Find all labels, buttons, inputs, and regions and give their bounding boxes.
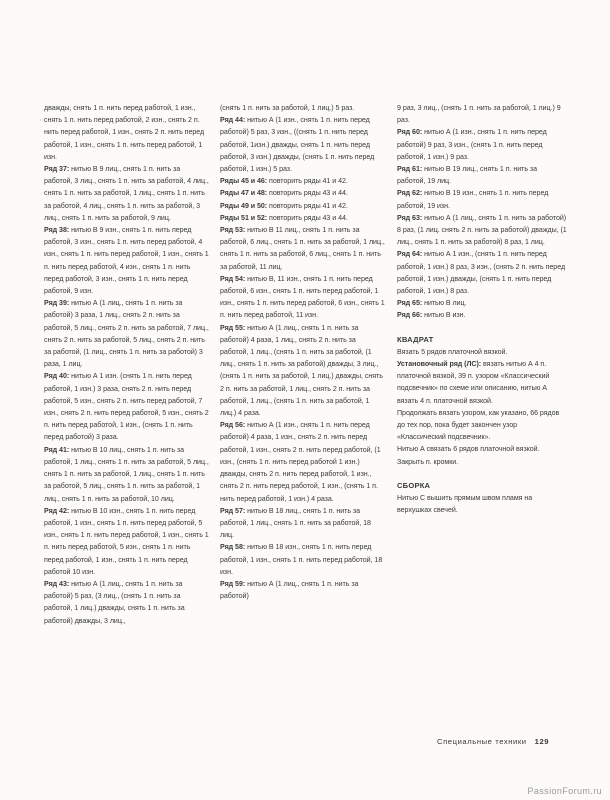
paragraph <box>44 163 209 224</box>
paragraph <box>44 224 209 297</box>
paragraph <box>220 175 385 187</box>
paragraph-text: нитью В 11 лиц., снять 1 п. нить за работой, 6 лиц., снять 1 п. нить за работой, 1 лиц., снять 1 п. нить за работой, 6 лиц., снять 1 п. нить за работой, 11 лиц. <box>220 226 385 271</box>
paragraph-text: нитью А (1 лиц., снять 1 п. нить за работой) 3 раза, 1 лиц., снять 2 п. нить за работой, 5 лиц., снять 2 п. нить за работой, 7 лиц., снять 2 п. нить за работой, 5 лиц., снять 2 п. нить за работой, (1 лиц., снять 1 п. нить за работой) 3 раза, 1 лиц. <box>44 299 209 369</box>
paragraph <box>44 578 209 627</box>
paragraph-text: нитью А 1 изн. (снять 1 п. нить перед работой, 1 изн.) 3 раза, снять 2 п. нить перед работой, 5 изн., снять 2 п. нить перед работой, 7 изн., снять 2 п. нить перед работой, 5 изн., снять 2 п. нить перед работой, 1 изн., (снять 1 п. нить перед работой) 3 раза. <box>44 372 209 442</box>
paragraph <box>397 443 567 455</box>
row-label: Ряды 51 и 52: <box>220 213 268 222</box>
paragraph-text: (снять 1 п. нить за работой, 1 лиц.) 5 раз. <box>220 104 355 112</box>
row-label: Ряд 40: <box>44 372 70 381</box>
section-heading-sborka: СБОРКА <box>397 480 431 490</box>
paragraph-text: повторить ряды 43 и 44. <box>267 213 348 222</box>
row-label: Ряд 62: <box>397 189 423 198</box>
row-label: Ряд 61: <box>397 165 423 174</box>
paragraph <box>220 541 385 578</box>
row-label: Ряд 44: <box>220 116 246 125</box>
paragraph <box>44 102 209 163</box>
paragraph-text: Нитью А связать 6 рядов платочной вязкой. <box>397 445 540 454</box>
paragraph-text: Продолжать вязать узором, как указано, 66 рядов до тех пор, пока будет закончен узор «Классический подсвечник». <box>397 408 560 442</box>
paragraph <box>220 505 385 542</box>
paragraph <box>397 358 567 407</box>
paragraph <box>44 370 209 443</box>
paragraph <box>44 505 209 578</box>
row-label: Ряд 37: <box>44 165 70 174</box>
paragraph-text: повторить ряды 41 и 42. <box>267 201 348 210</box>
paragraph <box>397 297 567 309</box>
page-footer <box>437 737 549 746</box>
paragraph <box>220 200 385 212</box>
paragraph <box>397 102 567 126</box>
row-label: Ряд 43: <box>44 579 70 588</box>
row-label: Ряд 59: <box>220 579 246 588</box>
paragraph <box>220 224 385 273</box>
row-label: Ряд 55: <box>220 323 246 332</box>
paragraph <box>397 309 567 321</box>
row-label: Ряд 60: <box>397 128 423 137</box>
paragraph-text: Вязать 5 рядов платочной вязкой. <box>397 347 508 356</box>
row-label: Ряд 57: <box>220 506 246 515</box>
paragraph-text: Нитью С вышить прямым швом пламя на верхушках свечей. <box>397 494 533 515</box>
paragraph-text: нитью В 18 лиц., снять 1 п. нить за работой, 1 лиц., снять 1 п. нить за работой, 18 лиц. <box>220 506 371 540</box>
row-label: Ряды 49 и 50: <box>220 201 268 210</box>
paragraph <box>397 456 567 468</box>
row-label: Ряд 66: <box>397 311 423 320</box>
paragraph <box>397 346 567 358</box>
paragraph <box>397 212 567 249</box>
rows-list <box>397 102 567 322</box>
row-label: Ряды 45 и 46: <box>220 177 268 186</box>
page-number: 129 <box>534 737 550 746</box>
paragraph-text: нитью В, 11 изн., снять 1 п. нить перед работой, 6 изн., снять 1 п. нить перед работой, 1 изн., снять 1 п. нить перед работой, 6 изн., снять 1 п. нить перед работой, 11 изн. <box>220 274 385 320</box>
paragraph <box>397 248 567 297</box>
paragraph-text: повторить ряды 43 и 44. <box>267 189 348 198</box>
row-label: Ряды 47 и 48: <box>220 189 268 198</box>
paragraph-text: нитью В 19 изн., снять 1 п. нить перед работой, 19 изн. <box>397 189 549 210</box>
paragraph-text: нитью А (1 изн., снять 1 п. нить перед работой) 9 раз, 3 изн., (снять 1 п. нить перед работой, 1 изн.) 9 раз. <box>397 128 547 161</box>
paragraph-text: нитью В 18 изн., снять 1 п. нить перед работой, 1 изн., снять 1 п. нить перед работой, 18 изн. <box>220 543 383 576</box>
paragraph-text: нитью А (1 лиц., снять 1 п. нить за работой) <box>220 579 359 601</box>
paragraph <box>44 297 209 370</box>
paragraph-text: нитью В 9 изн., снять 1 п. нить перед работой, 3 изн., снять 1 п. нить перед работой, 4 изн., снять 1 п. нить перед работой, 1 изн., снять 1 п. нить перед работой, 4 изн., снять 1 п. нить перед работой, 3 изн., снять 1 п. нить перед работой, 9 изн. <box>44 226 209 296</box>
paragraph-text: нитью В изн. <box>422 311 466 320</box>
paragraph-text: нитью В 10 лиц., снять 1 п. нить за работой, 1 лиц., снять 1 п. нить за работой, 5 лиц., снять 1 п. нить за работой, 1 лиц., снять 1 п. нить за работой, 5 лиц., снять 1 п. нить за работой, 1 лиц., снять 1 п. нить за работой, 10 лиц. <box>44 445 209 503</box>
paragraph-text: нитью А 1 изн., (снять 1 п. нить перед работой, 1 изн.) 8 раз, 3 изн., (снять 2 п. нить перед работой, 1 изн.) дважды, (снять 1 п. нить перед работой, 1 изн.) 8 раз. <box>397 250 566 296</box>
row-label: Ряд 65: <box>397 299 423 308</box>
paragraph-text: нитью А (1 изн., снять 1 п. нить перед работой) 5 раз, 3 изн., ((снять 1 п. нить перед работой, 1изн.) дважды, снять 1 п. нить перед работой, 3 изн.) дважды, (снять 1 п. нить перед работой, 1 изн.) 5 раз. <box>220 116 375 174</box>
paragraph-text: нитью В 9 лиц., снять 1 п. нить за работой, 3 лиц., снять 1 п. нить за работой, 4 лиц., снять 1 п. нить за работой, 1 лиц., снять 1 п. нить за работой, 4 лиц., снять 1 п. нить за работой, 3 лиц., снять 1 п. нить за работой, 9 лиц. <box>44 165 209 222</box>
paragraph-text: нитью В 10 изн., снять 1 п. нить перед работой, 1 изн., снять 1 п. нить перед работой, 5 изн., снять 1 п. нить перед работой, 1 изн., снять 1 п. нить перед работой, 5 изн., снять 1 п. нить перед работой, 1 изн., снять 1 п. нить перед работой 10 изн. <box>44 506 209 576</box>
paragraph <box>397 163 567 187</box>
paragraph <box>220 322 385 420</box>
watermark: PassionForum.ru <box>527 786 602 796</box>
paragraph-text: повторить ряды 41 и 42. <box>267 177 348 186</box>
row-label: Установочный ряд (ЛС): <box>397 360 482 369</box>
paragraph <box>220 114 385 175</box>
row-label: Ряд 63: <box>397 213 423 222</box>
paragraph <box>397 492 567 516</box>
section-heading-kvadrat: КВАДРАТ <box>397 334 434 344</box>
row-label: Ряд 39: <box>44 299 70 308</box>
footer-section-title: Специальные техники <box>437 737 527 746</box>
paragraph <box>397 187 567 211</box>
paragraph <box>220 273 385 322</box>
row-label: Ряд 58: <box>220 543 246 552</box>
section-body-sborka <box>397 492 567 516</box>
paragraph <box>44 444 209 505</box>
paragraph-text: нитью А (1 лиц., снять 1 п. нить за работой) 5 раз, (3 лиц., (снять 1 п. нить за работой, 1 лиц.) дважды, снять 1 п. нить за работой) дважды, 3 лиц., <box>44 579 185 625</box>
row-label: Ряд 54: <box>220 274 246 283</box>
paragraph <box>220 212 385 224</box>
row-label: Ряд 53: <box>220 226 246 235</box>
paragraph-text: дважды, снять 1 п. нить перед работой, 1 изн., снять 1 п. нить перед работой, 2 изн., снять 2 п. нить перед работой, 1 изн., снять 2 п. нить перед работой, 1 изн., снять 1 п. нить перед работой, 1 изн. <box>44 104 205 161</box>
paragraph-text: нитью В 19 лиц., снять 1 п. нить за работой, 19 лиц. <box>397 165 537 186</box>
paragraph-text: Закрыть п. кромки. <box>397 457 459 466</box>
paragraph-text: 9 раз, 3 лиц., (снять 1 п. нить за работой, 1 лиц.) 9 раз. <box>397 104 561 125</box>
paragraph <box>220 419 385 504</box>
paragraph <box>220 187 385 199</box>
row-label: Ряд 38: <box>44 226 70 235</box>
section-body-kvadrat <box>397 346 567 468</box>
paragraph-text: нитью А (1 лиц., снять 1 п. нить за работой) 8 раз, (1 лиц. снять 2 п. нить за работой) дважды, (1 лиц., снять 1 п. нить за работой) 8 раз, 1 лиц. <box>397 213 567 247</box>
paragraph <box>397 126 567 163</box>
row-label: Ряд 56: <box>220 421 246 430</box>
paragraph-text: нитью А (1 лиц., снять 1 п. нить за работой) 4 раза, 1 лиц., снять 2 п. нить за работой, 1 лиц., (снять 1 п. нить за работой, (1 лиц., снять 1 п. нить за работой) дважды, 3 лиц., (снять 1 п. нить за работой, 1 лиц.) дважды, снять 2 п. нить за работой, 1 лиц., снять 2 п. нить за работой, 1 лиц., (снять 1 п. нить за работой, 1 лиц.) 4 раза. <box>220 323 383 418</box>
row-label: Ряд 42: <box>44 506 70 515</box>
paragraph <box>397 407 567 444</box>
column-middle <box>220 102 385 602</box>
paragraph <box>220 102 385 114</box>
row-label: Ряд 64: <box>397 250 423 259</box>
paragraph <box>220 578 385 602</box>
paragraph-text: вязать нитью А 4 п. платочной вязкой, 39 п. узором «Классический подсвечник» по схеме или описанию, нитью А вязать 4 п. платочной вязкой. <box>397 360 550 405</box>
row-label: Ряд 41: <box>44 445 70 454</box>
paragraph-text: нитью А (1 изн., снять 1 п. нить перед работой) 4 раза, 1 изн., снять 2 п. нить перед работой, 1 изн., снять 2 п. нить перед работой, (1 изн., (снять 1 п. нить перед работой 1 изн.) дважды, снять 2 п. нить перед работой, 1 изн., снять 2 п. нить перед работой, 1 изн., (снять 1 п. нить перед работой, 1 изн.) 4 раза. <box>220 421 381 503</box>
column-right <box>397 102 567 517</box>
column-left <box>44 102 209 627</box>
paragraph-text: нитью В лиц. <box>422 299 467 308</box>
